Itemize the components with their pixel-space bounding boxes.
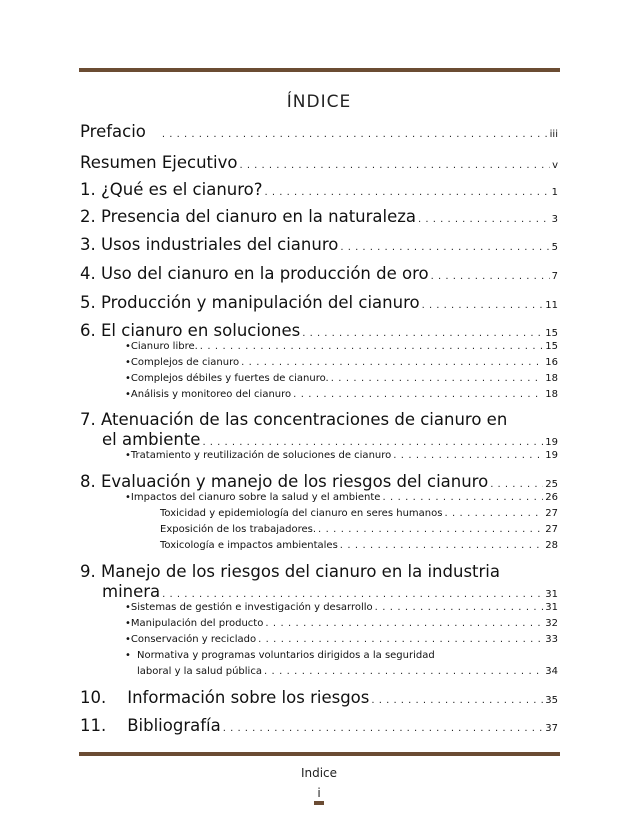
toc-entry-label: Impactos del cianuro sobre la salud y el ambiente	[130, 492, 381, 503]
toc-entry-label: Tratamiento y reutilización de soluciones de cianuro	[130, 450, 392, 461]
toc-leader-dots	[340, 540, 543, 551]
toc-entry-5[interactable]	[80, 293, 558, 312]
bullet-icon: •	[125, 492, 131, 503]
toc-entry-label: Manipulación del producto	[130, 618, 264, 629]
page-title: ÍNDICE	[286, 92, 352, 112]
toc-page-number: 31	[545, 602, 558, 613]
top-rule	[79, 68, 560, 72]
toc-entry-1[interactable]	[80, 180, 558, 199]
toc-entry-10[interactable]	[80, 688, 558, 707]
toc-page-number: 7	[551, 271, 558, 282]
toc-entry-label: 2. Presencia del cianuro en la naturaleza	[80, 207, 417, 226]
toc-entry-label: Toxicología e impactos ambientales	[160, 540, 338, 551]
toc-leader-dots	[264, 666, 543, 677]
toc-leader-dots	[490, 479, 543, 490]
toc-leader-dots	[375, 602, 544, 613]
toc-leader-dots	[340, 242, 549, 253]
toc-subsubentry-8-1-1[interactable]	[80, 508, 558, 519]
toc-subentry-9-1[interactable]	[80, 602, 558, 613]
toc-leader-dots	[223, 723, 544, 734]
bullet-icon: •	[125, 618, 131, 629]
footer-accent-mark	[314, 801, 324, 805]
toc-entry-label: Complejos de cianuro	[130, 357, 240, 368]
bullet-icon: •	[125, 341, 131, 352]
toc-page-number: 19	[545, 450, 558, 461]
toc-entry-2[interactable]	[80, 207, 558, 226]
toc-leader-dots	[162, 129, 548, 140]
toc-entry-8[interactable]	[80, 472, 558, 491]
toc-subentry-6-4[interactable]	[80, 389, 558, 400]
toc-page-number: 27	[545, 508, 558, 519]
toc-entry-label: 11. Bibliografía	[80, 716, 221, 735]
toc-page-number: iii	[549, 129, 558, 140]
bullet-icon: •	[125, 389, 131, 400]
bullet-icon: •	[125, 450, 131, 461]
toc-leader-dots	[393, 450, 543, 461]
footer-page-number: i	[317, 786, 321, 800]
toc-entry-label: Cianuro libre.	[130, 341, 198, 352]
toc-entry-7[interactable]	[80, 430, 558, 449]
toc-entry-label: Complejos débiles y fuertes de cianuro.	[130, 373, 329, 384]
toc-leader-dots	[371, 695, 543, 706]
toc-entry-label: 8. Evaluación y manejo de los riesgos del cianuro	[80, 472, 489, 491]
toc-page-number: 34	[545, 666, 558, 677]
toc-entry-label: Toxicidad y epidemiología del cianuro en seres humanos	[160, 508, 443, 519]
toc-entry-label: 1. ¿Qué es el cianuro?	[80, 180, 263, 199]
toc-page-number: 18	[545, 373, 558, 384]
toc-page-number: 11	[545, 300, 558, 311]
toc-page-number: 26	[545, 492, 558, 503]
toc-leader-dots	[293, 389, 543, 400]
toc-leader-dots	[202, 437, 543, 448]
toc-entry-11[interactable]	[80, 716, 558, 735]
toc-entry-3[interactable]	[80, 235, 558, 254]
toc-entry-label: el ambiente	[102, 430, 201, 449]
toc-subsubentry-8-1-2[interactable]	[80, 524, 558, 535]
bullet-icon: •	[125, 634, 131, 645]
toc-entry-label: 5. Producción y manipulación del cianuro	[80, 293, 420, 312]
toc-leader-dots	[444, 508, 543, 519]
toc-entry-label: 6. El cianuro en soluciones	[80, 321, 301, 340]
toc-entry-4[interactable]	[80, 264, 558, 283]
toc-entry-7-line1[interactable]: 7. Atenuación de las concentraciones de cianuro en	[80, 410, 508, 429]
bullet-icon: •	[125, 373, 131, 384]
toc-entry-resumen[interactable]	[80, 153, 558, 172]
toc-subentry-9-4-line1[interactable]	[80, 650, 558, 661]
toc-subentry-9-2[interactable]	[80, 618, 558, 629]
toc-page-number: 16	[545, 357, 558, 368]
toc-subsubentry-8-1-3[interactable]	[80, 540, 558, 551]
footer-section-label: Indice	[300, 766, 338, 780]
toc-subentry-6-2[interactable]	[80, 357, 558, 368]
bullet-icon: •	[125, 650, 131, 661]
toc-entry-label: Exposición de los trabajadores.	[160, 524, 317, 535]
toc-subentry-8-1[interactable]	[80, 492, 558, 503]
bottom-rule	[79, 752, 560, 756]
toc-page-number: 15	[545, 328, 558, 339]
toc-leader-dots	[418, 214, 550, 225]
toc-entry-label: Resumen Ejecutivo	[80, 153, 238, 172]
toc-page-number: 3	[551, 214, 558, 225]
toc-entry-label: Prefacio	[80, 122, 146, 141]
toc-entry-9-line1[interactable]: 9. Manejo de los riesgos del cianuro en la industria	[80, 562, 500, 581]
toc-entry-label: laboral y la salud pública	[137, 666, 262, 677]
toc-entry-label: Análisis y monitoreo del cianuro	[130, 389, 292, 400]
toc-leader-dots	[318, 524, 543, 535]
toc-entry-label: 10. Información sobre los riesgos	[80, 688, 370, 707]
bullet-icon: •	[125, 357, 131, 368]
toc-entry-prefacio[interactable]	[80, 122, 558, 141]
toc-leader-dots	[302, 328, 543, 339]
toc-leader-dots	[382, 492, 543, 503]
toc-entry-6[interactable]	[80, 321, 558, 340]
toc-leader-dots	[239, 160, 550, 171]
toc-entry-label: Normativa y programas voluntarios dirigidos a la seguridad	[137, 650, 435, 661]
toc-page-number: 32	[545, 618, 558, 629]
toc-entry-9[interactable]	[80, 582, 558, 601]
toc-subentry-7-1[interactable]	[80, 450, 558, 461]
toc-leader-dots	[265, 618, 543, 629]
toc-entry-label: 3. Usos industriales del cianuro	[80, 235, 339, 254]
toc-page-number: 19	[545, 437, 558, 448]
toc-leader-dots	[258, 634, 543, 645]
toc-page-number: 25	[545, 479, 558, 490]
toc-page-number: 18	[545, 389, 558, 400]
toc-page-number: 31	[545, 589, 558, 600]
bullet-icon: •	[125, 602, 131, 613]
toc-leader-dots	[331, 373, 544, 384]
toc-entry-label: Conservación y reciclado	[130, 634, 257, 645]
toc-page-number: v	[552, 160, 558, 171]
toc-leader-dots	[422, 300, 544, 311]
toc-subentry-6-1[interactable]	[80, 341, 558, 352]
toc-subentry-9-3[interactable]	[80, 634, 558, 645]
toc-entry-label: Sistemas de gestión e investigación y desarrollo	[130, 602, 373, 613]
toc-subentry-9-4[interactable]	[80, 666, 558, 677]
toc-leader-dots	[265, 187, 550, 198]
toc-entry-label: minera	[102, 582, 161, 601]
toc-entry-label: 4. Uso del cianuro en la producción de oro	[80, 264, 429, 283]
toc-page-number: 27	[545, 524, 558, 535]
toc-page-number: 35	[545, 695, 558, 706]
toc-leader-dots	[431, 271, 550, 282]
toc-leader-dots	[200, 341, 543, 352]
toc-page-number: 28	[545, 540, 558, 551]
toc-leader-dots	[241, 357, 543, 368]
toc-page-number: 5	[551, 242, 558, 253]
toc-subentry-6-3[interactable]	[80, 373, 558, 384]
toc-page-number: 37	[545, 723, 558, 734]
toc-page-number: 33	[545, 634, 558, 645]
toc-page-number: 1	[551, 187, 558, 198]
toc-page-number: 15	[545, 341, 558, 352]
toc-leader-dots	[162, 589, 543, 600]
